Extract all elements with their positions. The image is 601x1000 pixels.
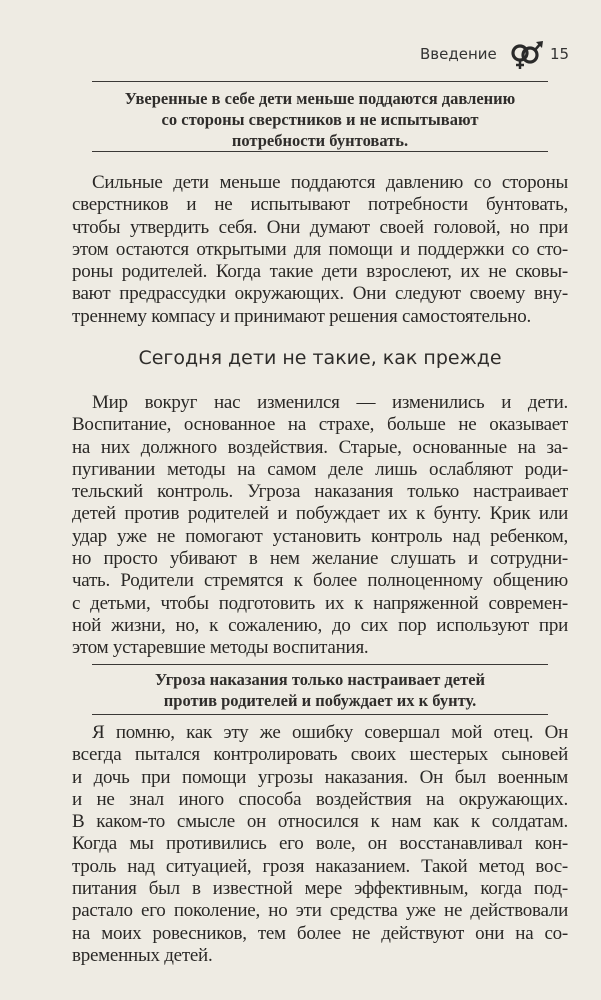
text-line: и дочь при помощи угрозы наказания. Он был военным	[72, 766, 568, 788]
pull-quote-line: Уверенные в себе дети меньше поддаются давлению	[124, 89, 516, 108]
callout-rule	[92, 151, 548, 152]
section-heading: Сегодня дети не такие, как прежде	[138, 347, 502, 369]
pull-quote	[92, 88, 548, 151]
text-line: сверстников и не испытывают потребности бунтовать,	[72, 194, 568, 216]
text-line: чать. Родители стремятся к более полноценному общению	[72, 570, 568, 592]
text-line: Я помню, как эту же ошибку совершал мой отец. Он	[92, 722, 568, 743]
section-title: Введение	[420, 45, 497, 63]
text-line: временных детей.	[72, 944, 213, 966]
callout-rule	[92, 714, 548, 715]
pull-quote-line: Угроза наказания только настраивает детей	[154, 670, 486, 689]
text-line: Сильные дети меньше поддаются давлению со стороны	[92, 172, 568, 193]
text-line: на моих ровесников, тем более не действуют они на со-	[72, 922, 568, 944]
text-line: тельский контроль. Угроза наказания только настраивает	[72, 481, 568, 503]
text-line: всегда пытался контролировать своих шестерых сыновей	[72, 744, 568, 766]
callout-rule	[92, 664, 548, 665]
callout-rule	[92, 81, 548, 82]
pull-quote-line: потребности бунтовать.	[231, 131, 409, 150]
text-line: ной жизни, но, к сожалению, до сих пор используют при	[72, 614, 568, 636]
text-line: Воспитание, основанное на страхе, больше не оказывает	[72, 414, 568, 436]
text-line: треннему компасу и принимают решения самостоятельно.	[72, 305, 531, 327]
text-line: этом устаревшие методы воспитания.	[72, 637, 369, 659]
text-line: В каком-то смысле он относился к нам как к солдатам.	[72, 811, 568, 833]
paragraph	[72, 392, 568, 660]
text-line: этом остаются открытыми для помощи и поддержки со сто-	[72, 238, 568, 260]
text-line: Мир вокруг нас изменился — изменились и дети.	[92, 392, 568, 413]
male-female-symbols-icon	[508, 40, 544, 70]
text-line: питания был в известной мере эффективным, когда под-	[72, 878, 568, 900]
text-line: с детьми, чтобы подготовить их к напряженной современ-	[72, 592, 568, 614]
pull-quote-line: против родителей и побуждает их к бунту.	[163, 691, 477, 710]
pull-quote	[92, 669, 548, 711]
text-line: Когда мы противились его воле, он восстанавливал кон-	[72, 833, 568, 855]
text-line: детей против родителей и побуждает их к бунту. Крик или	[72, 503, 568, 525]
text-line: троль над ситуацией, грозя наказанием. Такой метод вос-	[72, 855, 568, 877]
text-line: чтобы утвердить себя. Они думают своей головой, но при	[72, 216, 568, 238]
text-line: на них должного воздействия. Старые, основанные на за-	[72, 436, 568, 458]
paragraph	[72, 722, 568, 967]
text-line: пугивании методы на самом деле лишь ослабляют роди-	[72, 458, 568, 480]
text-line: удар уже не помогают установить контроль над ребенком,	[72, 525, 568, 547]
text-line: и не знал иного способа воздействия на окружающих.	[72, 788, 568, 810]
text-line: роны родителей. Когда такие дети взрослеют, их не сковы-	[72, 261, 568, 283]
paragraph	[72, 172, 568, 328]
text-line: растало его поколение, но эти средства уже не действовали	[72, 900, 568, 922]
running-header	[400, 40, 590, 70]
pull-quote-line: со стороны сверстников и не испытывают	[161, 110, 479, 129]
page-number: 15	[550, 45, 570, 63]
text-line: но просто убивают в нем желание слушать и сотрудни-	[72, 548, 568, 570]
text-line: вают предрассудки окружающих. Они следуют своему вну-	[72, 283, 568, 305]
